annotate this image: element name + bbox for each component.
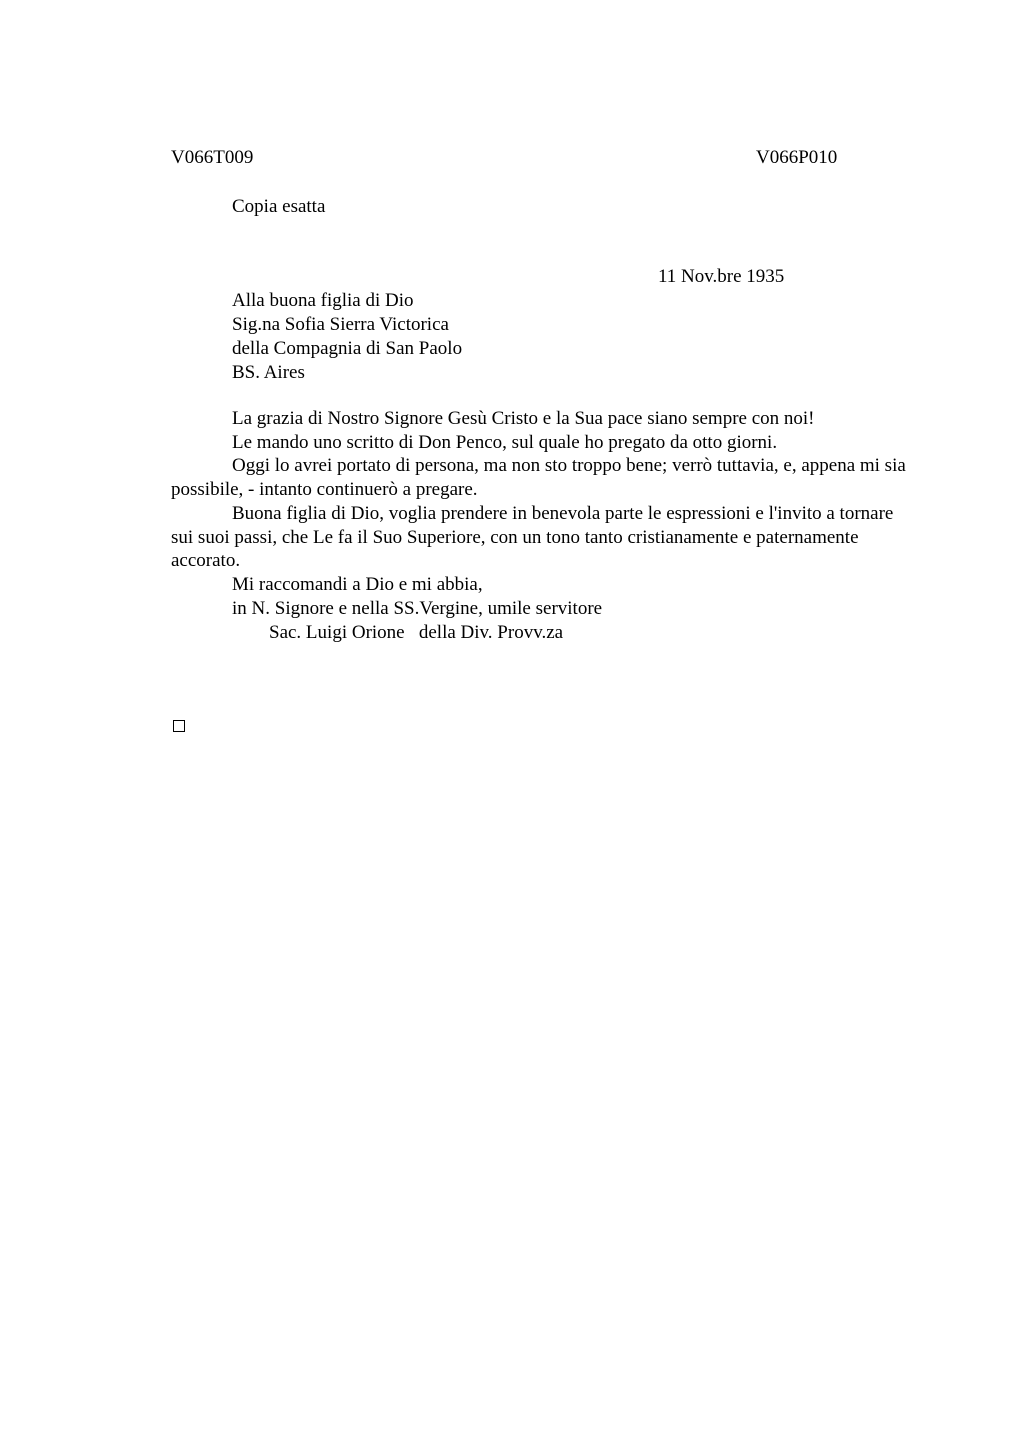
address-line: Alla buona figlia di Dio (232, 290, 414, 311)
header-left-code: V066T009 (171, 147, 254, 168)
empty-checkbox-symbol (173, 720, 185, 732)
address-line: BS. Aires (232, 362, 305, 383)
body-paragraph: Oggi lo avrei portato di persona, ma non sto troppo bene; verrò tuttavia, e, appena mi sia possibile, - intanto continuerò a pregare. (171, 455, 906, 501)
letter-date: 11 Nov.bre 1935 (658, 266, 785, 287)
body-paragraph: Mi raccomandi a Dio e mi abbia, (232, 573, 483, 595)
letter-body (171, 407, 913, 597)
closing-line: in N. Signore e nella SS.Vergine, umile servitore (232, 598, 603, 619)
body-paragraph: Buona figlia di Dio, voglia prendere in benevola parte le espressioni e l'invito a tornare sui suoi passi, che Le fa il Suo Superiore, con un tono tanto cristianamente e paternamente accorato. (171, 502, 894, 572)
body-paragraph: La grazia di Nostro Signore Gesù Cristo e la Sua pace siano sempre con noi! (232, 408, 815, 429)
body-paragraph: Le mando uno scritto di Don Penco, sul quale ho pregato da otto giorni. (232, 431, 778, 453)
address-line: Sig.na Sofia Sierra Victorica (232, 314, 449, 335)
copy-note: Copia esatta (232, 196, 326, 217)
header-right-code: V066P010 (756, 147, 838, 168)
signature-line: Sac. Luigi Orione della Div. Provv.za (269, 622, 564, 643)
address-line: della Compagnia di San Paolo (232, 338, 463, 359)
